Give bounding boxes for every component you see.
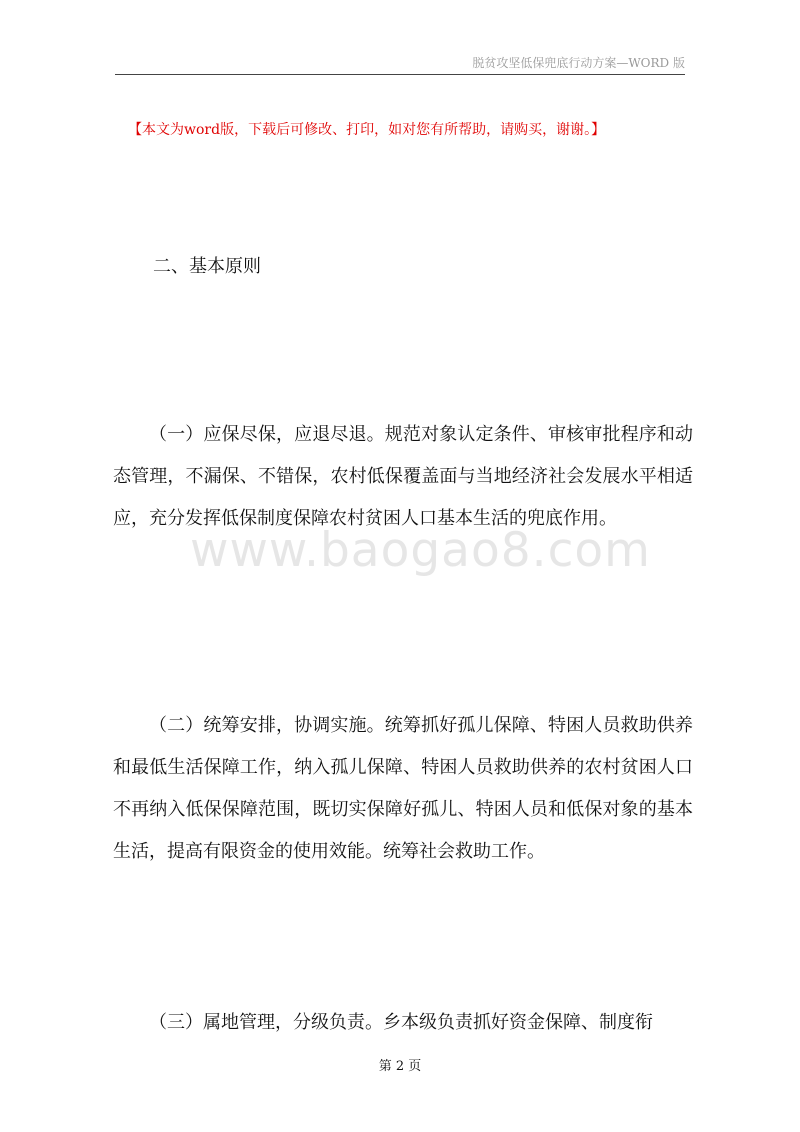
download-notice: 【本文为word版，下载后可修改、打印，如对您有所帮助，请购买，谢谢。】 <box>128 122 606 138</box>
paragraph-principle-1: （一）应保尽保，应退尽退。规范对象认定条件、审核审批程序和动态管理，不漏保、不错保，农村低保覆盖面与当地经济社会发展水平相适应，充分发挥低保制度保障农村贫困人口基本生活的兜底作用。 <box>113 424 693 529</box>
page-number: 第 2 页 <box>378 1059 422 1074</box>
running-header: 脱贫攻坚低保兜底行动方案—WORD 版 <box>472 56 685 70</box>
watermark: www.baogao8.com <box>190 523 651 578</box>
section-heading: 二、基本原则 <box>153 256 261 277</box>
paragraph-principle-2: （二）统筹安排，协调实施。统筹抓好孤儿保障、特困人员救助供养和最低生活保障工作，纳入孤儿保障、特困人员救助供养的农村贫困人口不再纳入低保保障范围，既切实保障好孤儿、特困人员和低保对象的基本生活，提高有限资金的使用效能。统筹社会救助工作。 <box>113 715 693 862</box>
paragraph-principle-3: （三）属地管理，分级负责。乡本级负责抓好资金保障、制度衔 <box>149 1012 653 1033</box>
header-divider <box>115 74 685 75</box>
